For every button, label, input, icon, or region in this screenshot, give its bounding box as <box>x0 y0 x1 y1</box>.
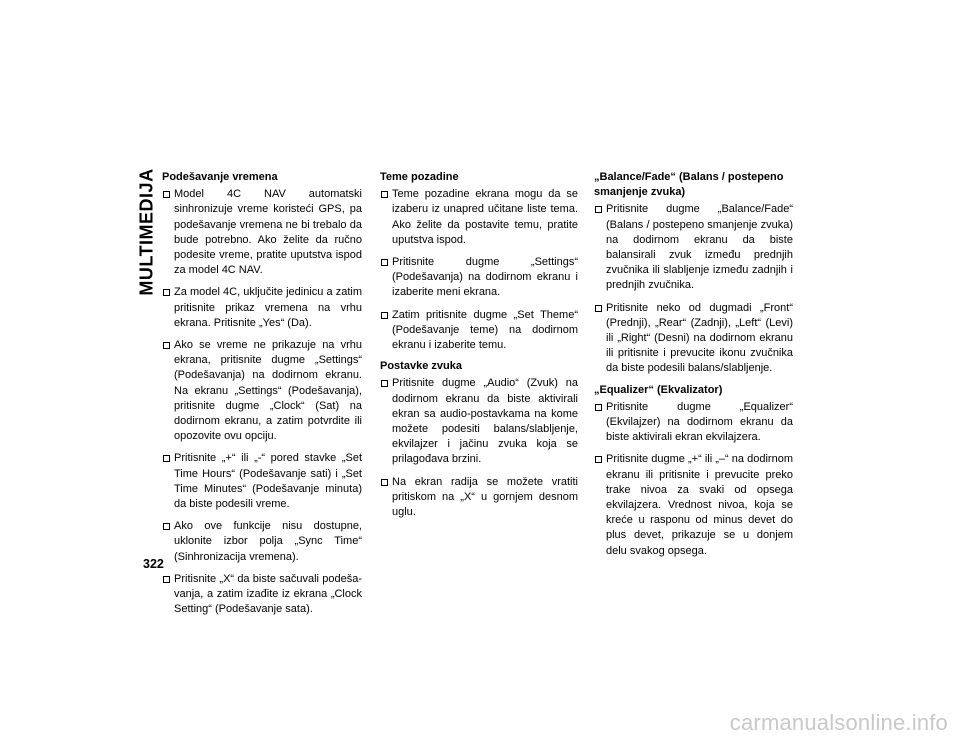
section-heading: Podešavanje vremena <box>162 171 278 183</box>
bullet-item <box>594 400 793 446</box>
section-heading: „Equalizer“ (Ekvalizator) <box>594 383 723 396</box>
bullet-list <box>594 202 793 376</box>
bullet-text: Pritisnite dugme „Equalizer“ (Ekvilajzer) na dodirnom ekranu da biste aktivirali ekran ekvilajzera. <box>606 400 793 444</box>
square-bullet-icon <box>163 342 170 349</box>
bullet-item <box>162 572 362 618</box>
square-bullet-icon <box>595 305 602 312</box>
bullet-text: Na ekran radija se možete vratiti pritiskom na „X“ u gornjem desnom uglu. <box>392 475 578 519</box>
square-bullet-icon <box>595 206 602 213</box>
section-heading: Teme pozadine <box>380 171 459 183</box>
bullet-item <box>380 475 578 521</box>
square-bullet-icon <box>163 576 170 583</box>
bullet-text: Pritisnite dugme „Settings“ (Podešavanja) na dodirnom ekranu i izaberite meni ekrana. <box>392 256 578 299</box>
bullet-text: Pritisnite dugme „Balance/Fade“ (Balans / postepeno smanjenje zvuka) na dodirnom ekranu da biste balansirali zvuk između prednjih zvučnika ili slabljenje između zadnjih i prednjih zvučnika. <box>606 203 793 292</box>
chapter-side-title-text: MULTIMEDIJA <box>136 168 157 296</box>
bullet-item <box>594 202 793 293</box>
bullet-text: Ako ove funkcije nisu dostupne, uklonite izbor polja „Sync Time“ (Sinhronizacija vremena). <box>174 520 362 563</box>
square-bullet-icon <box>163 289 170 296</box>
bullet-list <box>380 376 578 520</box>
square-bullet-icon <box>595 404 602 411</box>
bullet-text: Teme pozadine ekrana mogu da se izaberu iz unapred učitane liste tema. Ako želite da postavite temu, pratite uputstva ispod. <box>392 188 578 246</box>
bullet-text: Pritisnite dugme „+“ ili „–“ na dodirnom ekranu ili pritisnite i prevucite preko trake nivoa za svaki od opsega ekvilajzera. Vrednost nivoa, koja se kreće u rasponu od minus devet do plus devet, prikazuje se u donjem delu svakog opsega. <box>606 453 793 557</box>
bullet-list <box>162 187 362 617</box>
square-bullet-icon <box>163 455 170 462</box>
watermark: carmanualsonline.info <box>729 710 948 735</box>
bullet-text: Za model 4C, uključite jedinicu a zatim pritisnite prikaz vremena na vrhu ekrana. Pritisnite „Yes“ (Da). <box>174 286 362 329</box>
bullet-text: Pritisnite „+“ ili „-“ pored stavke „Set Time Hours“ (Podešavanje sati) i „Set Time Minutes“ (Podešavanje minuta) da biste podesili vreme. <box>174 452 362 511</box>
chapter-side-title <box>133 168 161 296</box>
section-heading: Postavke zvuka <box>380 360 462 373</box>
bullet-text: Pritisnite „X“ da biste sačuvali podeša-vanja, a zatim izađite iz ekrana „Clock Setting“ (Podešavanje sata). <box>174 572 362 616</box>
bullet-item <box>380 308 578 354</box>
square-bullet-icon <box>381 191 388 198</box>
bullet-list <box>380 187 578 353</box>
text-column-1 <box>162 170 362 623</box>
bullet-item <box>380 255 578 301</box>
square-bullet-icon <box>381 259 388 266</box>
section-heading: „Balance/Fade“ (Balans / postepeno smanjenje zvuka) <box>594 171 784 199</box>
bullet-item <box>162 451 362 512</box>
bullet-list <box>594 400 793 559</box>
square-bullet-icon <box>595 456 602 463</box>
bullet-item <box>380 187 578 248</box>
square-bullet-icon <box>381 312 388 319</box>
text-column-2 <box>380 170 578 526</box>
bullet-item <box>162 519 362 565</box>
square-bullet-icon <box>381 380 388 387</box>
bullet-text: Model 4C NAV automatski sinhronizuje vreme koristeći GPS, pa podešavanje vremena ne bi trebalo da bude potrebno. Ako želite da ručno podesite vreme, pratite uputstva ispod za model 4C NAV. <box>174 188 362 277</box>
bullet-item <box>380 376 578 467</box>
bullet-text: Zatim pritisnite dugme „Set Theme“ (Podešavanje teme) na dodirnom ekranu i izaberite temu. <box>392 308 578 352</box>
bullet-text: Pritisnite dugme „Audio“ (Zvuk) na dodirnom ekranu da biste aktivirali ekran sa audio-postavkama na kome možete podesiti balans/slabljenje, ekvilajzer i jačinu zvuka koja se prilagođava brzini. <box>392 377 578 466</box>
square-bullet-icon <box>163 523 170 530</box>
bullet-text: Ako se vreme ne prikazuje na vrhu ekrana, pritisnite dugme „Settings“ (Podešavanja) na dodirnom ekranu. Na ekranu „Settings“ (Podešavanja), pritisnite dugme „Clock“ (Sat) na dodirnom ekranu, a zatim potvrdite ili opozovite ovu opciju. <box>174 339 362 443</box>
bullet-item <box>594 301 793 377</box>
bullet-item <box>162 285 362 331</box>
page-number: 322 <box>143 557 164 571</box>
bullet-item <box>162 187 362 278</box>
square-bullet-icon <box>381 479 388 486</box>
square-bullet-icon <box>163 191 170 198</box>
bullet-item <box>162 338 362 444</box>
bullet-text: Pritisnite neko od dugmadi „Front“ (Prednji), „Rear“ (Zadnji), „Left“ (Levi) ili „Right“ (Desni) na dodirnom ekranu ili pritisnite i prevucite ikonu zvučnika da biste podesili balans/slabljenje. <box>606 301 793 375</box>
bullet-item <box>594 452 793 558</box>
text-column-3 <box>594 170 793 565</box>
